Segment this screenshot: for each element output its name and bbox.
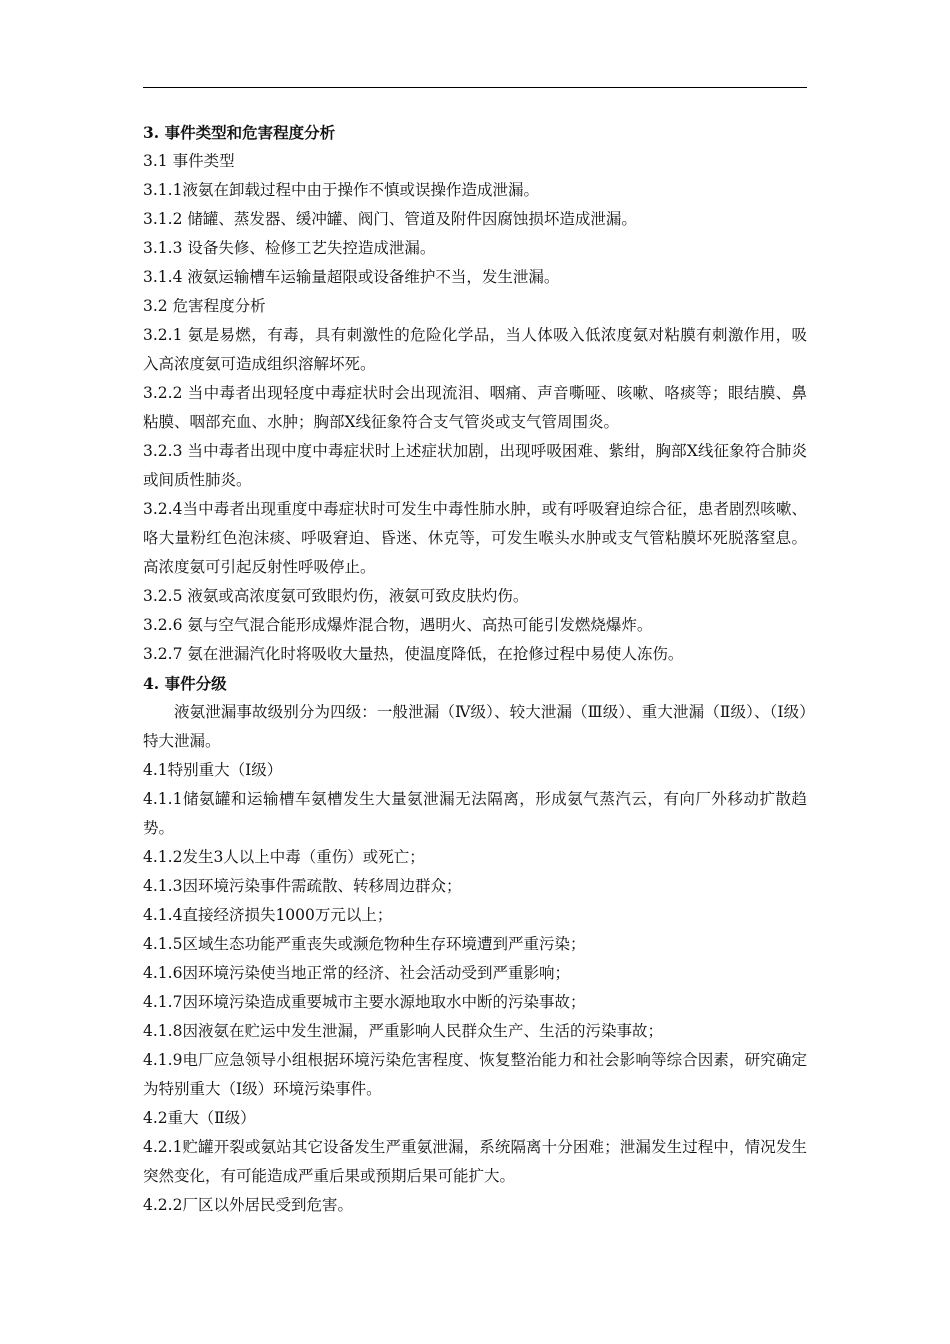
paragraph: 3.2.5 液氨或高浓度氨可致眼灼伤，液氨可致皮肤灼伤。: [143, 587, 529, 605]
paragraph: 3.1.2 储罐、蒸发器、缓冲罐、阀门、管道及附件因腐蚀损坏造成泄漏。: [143, 210, 637, 228]
paragraph: 4.1.2发生3人以上中毒（重伤）或死亡；: [143, 848, 425, 866]
paragraph: 液氨泄漏事故级别分为四级：一般泄漏（Ⅳ级）、较大泄漏（Ⅲ级）、重大泄漏（Ⅱ级）、（Ⅰ级）特大泄漏。: [143, 703, 807, 750]
document-body: [143, 118, 807, 1220]
paragraph: 3.2.6 氨与空气混合能形成爆炸混合物，遇明火、高热可能引发燃烧爆炸。: [143, 616, 653, 634]
paragraph: 3.2.3 当中毒者出现中度中毒症状时上述症状加剧，出现呼吸困难、紫绀，胸部X线征象符合肺炎或间质性肺炎。: [143, 442, 807, 489]
paragraph: 3.1.4 液氨运输槽车运输量超限或设备维护不当，发生泄漏。: [143, 268, 560, 286]
section-heading: 4. 事件分级: [143, 674, 227, 693]
paragraph: 3.1.3 设备失修、检修工艺失控造成泄漏。: [143, 239, 436, 257]
paragraph: 3.2.2 当中毒者出现轻度中毒症状时会出现流泪、咽痛、声音嘶哑、咳嗽、咯痰等；眼结膜、鼻粘膜、咽部充血、水肿；胸部X线征象符合支气管炎或支气管周围炎。: [143, 384, 807, 431]
paragraph: 4.2重大（Ⅱ级）: [143, 1109, 256, 1127]
paragraph: 4.1.8因液氨在贮运中发生泄漏，严重影响人民群众生产、生活的污染事故；: [143, 1022, 663, 1040]
header-rule: [143, 87, 807, 88]
paragraph: 3.1 事件类型: [143, 152, 235, 170]
paragraph: 4.1.1储氨罐和运输槽车氨槽发生大量氨泄漏无法隔离，形成氨气蒸汽云，有向厂外移动扩散趋势。: [143, 790, 807, 837]
paragraph: 4.1.3因环境污染事件需疏散、转移周边群众；: [143, 877, 462, 895]
paragraph: 3.2 危害程度分析: [143, 297, 266, 315]
paragraph: 4.1特别重大（Ⅰ级）: [143, 761, 283, 779]
paragraph: 3.2.7 氨在泄漏汽化时将吸收大量热，使温度降低，在抢修过程中易使人冻伤。: [143, 645, 684, 663]
paragraph: 4.1.5区域生态功能严重丧失或濒危物种生存环境遭到严重污染；: [143, 935, 586, 953]
paragraph: 3.1.1液氨在卸载过程中由于操作不慎或误操作造成泄漏。: [143, 181, 539, 199]
paragraph: 4.1.4直接经济损失1000万元以上；: [143, 906, 393, 924]
paragraph: 3.2.4当中毒者出现重度中毒症状时可发生中毒性肺水肿，或有呼吸窘迫综合征，患者剧烈咳嗽、咯大量粉红色泡沫痰、呼吸窘迫、昏迷、休克等，可发生喉头水肿或支气管粘膜坏死脱落窒息。高浓度氨可引起反射性呼吸停止。: [143, 500, 807, 576]
paragraph: 4.1.7因环境污染造成重要城市主要水源地取水中断的污染事故；: [143, 993, 586, 1011]
paragraph: 3.2.1 氨是易燃，有毒，具有刺激性的危险化学品，当人体吸入低浓度氨对粘膜有刺激作用，吸入高浓度氨可造成组织溶解坏死。: [143, 326, 807, 373]
paragraph: 4.2.2厂区以外居民受到危害。: [143, 1196, 353, 1214]
paragraph: 4.1.6因环境污染使当地正常的经济、社会活动受到严重影响；: [143, 964, 570, 982]
paragraph: 4.2.1贮罐开裂或氨站其它设备发生严重氨泄漏，系统隔离十分困难；泄漏发生过程中，情况发生突然变化，有可能造成严重后果或预期后果可能扩大。: [143, 1138, 807, 1185]
paragraph: 4.1.9电厂应急领导小组根据环境污染危害程度、恢复整治能力和社会影响等综合因素，研究确定为特别重大（Ⅰ级）环境污染事件。: [143, 1051, 807, 1098]
section-heading: 3. 事件类型和危害程度分析: [143, 123, 336, 142]
